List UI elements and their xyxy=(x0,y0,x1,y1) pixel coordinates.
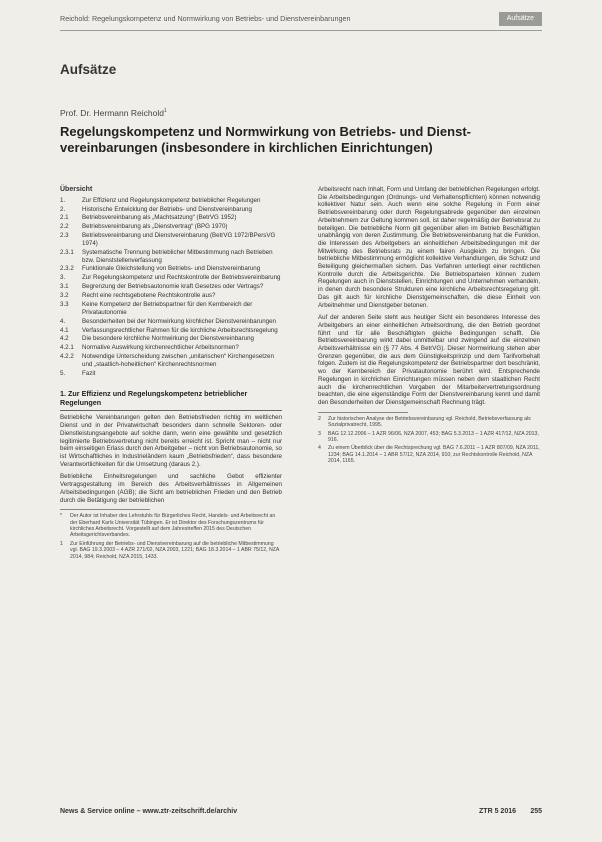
section-1-heading: 1. Zur Effizienz und Regelungskompetenz betrieblicher Regelungen xyxy=(60,389,248,408)
footnote-rule-right xyxy=(318,412,408,413)
toc-item xyxy=(60,249,282,264)
toc-item xyxy=(60,353,282,368)
toc-item-number: 4.2.2 xyxy=(60,353,74,361)
toc-item-title: Besonderheiten bei der Normwirkung kirchlicher Dienstvereinbarungen xyxy=(82,317,276,325)
footnote-number: * xyxy=(60,513,63,520)
footnote-text: Der Autor ist Inhaber des Lehrstuhls für Bürgerliches Recht, Handels- und Arbeitsrecht an der Eberhard Karls Universität Tübingen. Er ist Direktor des Forschungszentrums für kirchliches Arbeitsrecht. Vorgestellt auf dem Jahrestreffen 2015 des Deutschen Arbeitsgerichtsverbandes. xyxy=(70,513,276,539)
footnotes-right xyxy=(318,416,540,465)
right-column xyxy=(318,186,540,467)
footnote-text: BAG 12.12.2006 – 1 AZR 96/06, NZA 2007, 453; BAG 5.3.2013 – 1 AZR 417/12, NZA 2013, 916. xyxy=(328,430,539,443)
toc-item xyxy=(60,292,282,300)
toc-item-title: Betriebsvereinbarung als „Dienstvertrag“ (BPG 1970) xyxy=(82,223,228,231)
toc-item xyxy=(60,283,282,291)
footer-journal: ZTR 5 2016 xyxy=(479,808,516,815)
toc-item-title: Keine Kompetenz der Betriebspartner für den Kernbereich der Privatautonomie xyxy=(82,301,253,316)
body-paragraph: Betriebliche Vereinbarungen gelten den Betriebsfrieden richtig im weltlichen Dienst und in der Privatwirtschaft besonders dann schnelle Sektoren- oder Dienstleistungsangebote auf solche dann, wenn eine gewählte und gesetzlich legitimierte Betriebsvertretung nicht bereits erreicht ist. Spricht man – nicht nur beim einseitigen Erlass durch den Arbeitgeber – nicht von Betriebsautonomie, so ist Wirtschaftliches in Industrieländern kaum „Betriebsfrieden“, dass besondere Verantwortlichkeiten für die Umsetzung (daraus 2.). xyxy=(60,414,282,468)
toc-list xyxy=(60,197,282,378)
footnote-number: 3 xyxy=(318,430,321,437)
toc-item-title: Die besondere kirchliche Normwirkung der Dienstvereinbarung xyxy=(82,335,254,343)
toc-item-number: 3.1 xyxy=(60,283,69,291)
toc-item-number: 2. xyxy=(60,205,66,213)
toc-item-number: 4.1 xyxy=(60,326,69,334)
toc-item-title: Recht eine rechtsgebotene Rechtskontrolle aus? xyxy=(82,292,216,300)
footnote-number: 4 xyxy=(318,445,321,452)
footnote xyxy=(318,416,540,429)
toc-item xyxy=(60,265,282,273)
section-title: Aufsätze xyxy=(60,62,117,77)
footnotes-left xyxy=(60,513,282,560)
toc-item-title: Normative Auswirkung kirchenrechtlicher Arbeitsnormen? xyxy=(82,344,239,352)
left-column xyxy=(60,186,282,562)
running-head-tag: Aufsätze xyxy=(499,12,542,26)
body-paragraph: Auf der anderen Seite steht aus heutiger Sicht ein besonderes Interesse des Arbeitgebers an einer einheitlichen Arbeitsordnung, die den Betrieb geordnet führt und für alle Beschäftigten gleiche Bedingungen schafft. Die Betriebsvereinbarung wirkt dabei unmittelbar und zwingend auf die einzelnen Arbeitsverhältnisse ein (§ 77 Abs. 4 BetrVG). Dieser Normwirkung stehen aber Grenzen gegenüber, die aus dem Günstigkeitsprinzip und dem Tarifvorbehalt folgen. Zudem ist die Regelungskompetenz der Betriebspartner dort beschränkt, wo der Kernbereich der Privatautonomie berührt wird. Entsprechende Regelungen in kirchlichen Einrichtungen müssen neben dem staatlichen Recht auch die kirchenrechtlichen Vorgaben der Mitarbeitervertretungsordnung beachten, die eine eigenständige Form der Dienstvereinbarung kennt und damit den Besonderheiten der Dienstgemeinschaft Rechnung trägt. xyxy=(318,314,540,406)
toc-item xyxy=(60,318,282,326)
toc-item-title: Betriebsvereinbarung und Dienstvereinbarung (BetrVG 1972/BPersVG 1974) xyxy=(82,232,276,247)
running-head xyxy=(60,12,542,26)
toc-item-number: 2.3 xyxy=(60,232,69,240)
toc-item-number: 2.1 xyxy=(60,214,69,222)
toc-item xyxy=(60,274,282,282)
body-paragraph: Betriebliche Einheitsregelungen und sachliche Gebot effizienter Vertragsgestaltung im Bereich des Arbeitsverhältnisses in Allgemeinen Arbeitsbedingungen (AGB); die Sicht am betrieblichen Frieden und den Betrieb durch die Betätigung der betrieblichen xyxy=(60,473,282,504)
toc-item xyxy=(60,335,282,343)
toc-item-number: 3.3 xyxy=(60,301,69,309)
toc-item-number: 4.2 xyxy=(60,335,69,343)
toc-item-number: 3. xyxy=(60,274,66,282)
toc-item-title: Begrenzung der Betriebsautonomie kraft Gesetzes oder Vertrags? xyxy=(82,283,264,291)
body-paragraph: Arbeitsrecht nach Inhalt, Form und Umfang der betrieblichen Regelungen erfolgt. Die Arbeitsbedingungen (Ordnungs- und Verhaltenspflichten) können notwendig kollektiver Natur sein. Auch wenn eine solche Regelung in Form einer Betriebsvereinbarung oder durch Regelungsabrede gegenüber den einzelnen Arbeitnehmern zur Geltung kommen soll, ist daher regelmäßig der Betriebsrat zu beteiligen. Die betriebliche Norm gilt gegenüber allen im Betrieb Beschäftigten unabhängig von deren Zustimmung. Die Betriebsvereinbarung hat die Funktion, die Interessen des Arbeitgebers an einheitlichen Arbeitsbedingungen mit der Mitwirkung des Betriebsrats zu einem fairen Ausgleich zu bringen. Die betriebliche Mitbestimmung ermöglicht kollektive Verhandlungen, die Schutz und Beteiligung gleichermaßen sichern. Das Verfahren unterliegt einer rechtlichen Kontrolle durch die Arbeitsgerichte. Die Betriebsparteien können zudem Regelungen auch in Dienststellen, Einrichtungen und Unternehmen verhandeln, in denen durch besondere Strukturen eine kirchliche Arbeitsrechtsregelung gilt. Das gilt auch für kirchliche Dienstgemeinschaften, die diese Einheit von Arbeitnehmer und Dienstgeber betonen. xyxy=(318,186,540,309)
toc-item xyxy=(60,206,282,214)
page-footer xyxy=(60,808,542,818)
toc-item xyxy=(60,197,282,205)
toc-item-number: 1. xyxy=(60,196,66,204)
article-title: Regelungskompetenz und Normwirkung von Betriebs- und Dienst-vereinbarungen (insbesondere in kirchlichen Einrichtungen) xyxy=(60,124,471,155)
toc-item-number: 3.2 xyxy=(60,292,69,300)
toc-item-title: Zur Effizienz und Regelungskompetenz betrieblicher Regelungen xyxy=(82,196,261,204)
toc-item-title: Fazit xyxy=(82,369,96,377)
footnote-text: Zu einem Überblick über die Rechtsprechung vgl. BAG 7.6.2011 – 1 AZR 807/09, NZA 2011, 1234; BAG 14.1.2014 – 1 ABR 57/12, NZA 2014, 910; zur Rechtskontrolle Reichold, NZA 2014, 1165. xyxy=(328,445,540,465)
footnote xyxy=(60,541,282,560)
footnote xyxy=(60,513,282,539)
toc-item xyxy=(60,301,282,316)
footnote-text: Zur historischen Analyse der Betriebsvereinbarung vgl. Reichold, Betriebsverfassung als Sozialprivatrecht, 1995. xyxy=(328,415,531,429)
toc-item-number: 4. xyxy=(60,317,66,325)
footnote xyxy=(318,431,540,444)
toc-item-title: Betriebsvereinbarung als „Machtsatzung“ (BetrVG 1952) xyxy=(82,214,237,222)
footer-page-number: 255 xyxy=(530,808,542,815)
toc-item xyxy=(60,232,282,247)
toc-heading: Übersicht xyxy=(60,186,93,193)
toc-item-number: 2.3.1 xyxy=(60,248,74,256)
section-1-body xyxy=(60,414,282,504)
toc-item xyxy=(60,214,282,222)
toc-item xyxy=(60,223,282,231)
footnote-number: 1 xyxy=(60,540,63,547)
toc-item xyxy=(60,327,282,335)
footer-archive-link[interactable]: News & Service online – www.ztr-zeitschrift.de/archiv xyxy=(60,808,238,815)
author-name: Prof. Dr. Hermann Reichold xyxy=(60,108,164,118)
toc-item-title: Systematische Trennung betrieblicher Mitbestimmung nach Betrieben bzw. Dienststellenverfassung xyxy=(82,248,273,264)
toc-item-number: 4.2.1 xyxy=(60,344,74,352)
toc-item-title: Zur Regelungskompetenz und Rechtskontrolle der Betriebsvereinbarung xyxy=(82,274,281,282)
toc-item-number: 5. xyxy=(60,369,66,377)
toc-item-title: Historische Entwicklung der Betriebs- und Dienstvereinbarung xyxy=(82,205,252,213)
toc-item xyxy=(60,344,282,352)
toc-item-title: Funktionale Gleichstellung von Betriebs- und Dienstvereinbarung xyxy=(82,265,261,273)
toc-item-title: Verfassungsrechtlicher Rahmen für die kirchliche Arbeitsrechtsregelung xyxy=(82,326,278,334)
right-column-body xyxy=(318,186,540,407)
footnote xyxy=(318,445,540,464)
footnote-rule-left xyxy=(60,509,150,510)
footnote-text: Zur Einführung der Betriebs- und Dienstvereinbarung auf die betriebliche Mitbestimmung vgl. BAG 19.3.2003 – 4 AZR 271/02, NZA 2003, 1221; BAG 18.3.2014 – 1 ABR 75/12, NZA 2014, 984; Reichold, NZA 2015, 1433. xyxy=(70,540,280,560)
toc-item-number: 2.3.2 xyxy=(60,265,74,273)
toc-item-title: Notwendige Unterscheidung zwischen „unitarischen“ Kirchengesetzen und „staatlich-hoheitlichen“ Kirchenrechtsnormen xyxy=(82,353,274,368)
footnote-number: 2 xyxy=(318,415,321,422)
toc-item xyxy=(60,370,282,378)
author-footnote-mark: 1 xyxy=(163,108,167,115)
running-head-text: Reichold: Regelungskompetenz und Normwirkung von Betriebs- und Dienstvereinbarungen xyxy=(60,14,351,23)
section-1-rule xyxy=(60,410,282,411)
author xyxy=(60,108,167,118)
header-rule xyxy=(60,30,542,31)
toc-item-number: 2.2 xyxy=(60,223,69,231)
